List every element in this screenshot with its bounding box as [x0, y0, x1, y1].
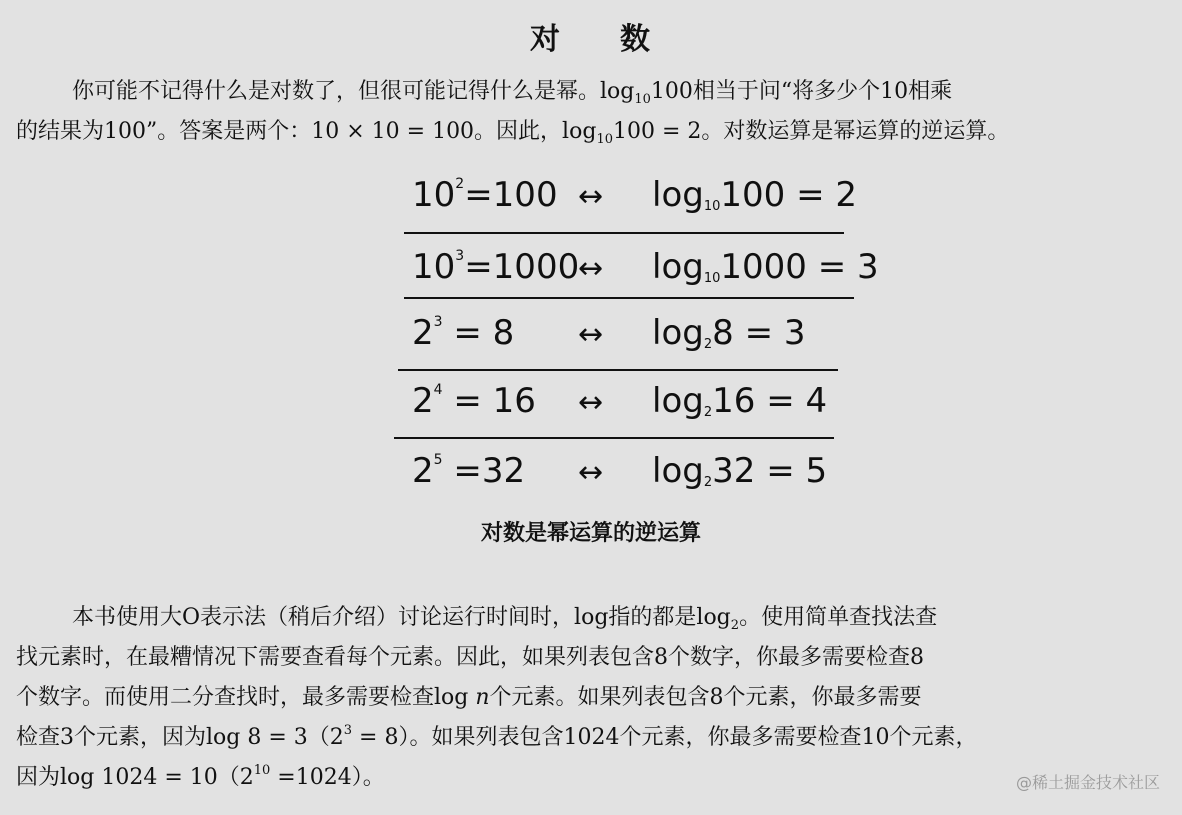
table-row: $2^4 = 16$ ↔ $\log_216 = 4$	[412, 381, 828, 421]
body-line-4: 检查3个元素，因为$\log 8 = 3(2^3 = 8)$。如果列表包含1024个元素，你最多需要检查10个元素，	[16, 723, 978, 750]
table-row: $2^3 = 8$ ↔ $\log_28 = 3$	[412, 313, 806, 353]
body-line-3: 个数字。而使用二分查找时，最多需要检查log n个元素。如果列表包含8个元素，你最多需要	[16, 685, 922, 710]
divider	[394, 437, 834, 439]
double-arrow-icon: ↔	[578, 317, 604, 352]
table-row: $10^2=100$ ↔ $\log_{10}100 = 2$	[412, 175, 858, 215]
body-line-1: 本书使用大O表示法（稍后介绍）讨论运行时间时，log指的都是$\log_2$。使用简单查找法查	[72, 605, 938, 633]
body-line-5: 因为$\log 1024 = 10(2^{10} =1024)$。	[16, 763, 385, 790]
page-title	[0, 14, 1182, 58]
title-char-1: 对	[530, 22, 562, 57]
double-arrow-icon: ↔	[578, 455, 604, 490]
body-line-2: 找元素时，在最糟情况下需要查看每个元素。因此，如果列表包含8个数字，你最多需要检查8	[16, 645, 924, 670]
handwritten-log-table	[390, 165, 879, 505]
figure-caption: 对数是幂运算的逆运算	[480, 520, 701, 546]
intro-paragraph	[16, 72, 1174, 152]
table-row: $10^3=1000$ ↔ $\log_{10}1000 = 3$	[412, 247, 879, 287]
watermark: @稀土掘金技术社区	[1015, 773, 1160, 792]
body-paragraph	[16, 598, 1174, 798]
double-arrow-icon: ↔	[578, 251, 604, 286]
intro-line-1: 你可能不记得什么是对数了，但很可能记得什么是幂。$\log_{10}100$相当于问“将多少个10相乘	[72, 79, 953, 107]
double-arrow-icon: ↔	[578, 179, 604, 214]
intro-line-2: 的结果为100”。答案是两个：10 × 10 = 100。因此，$\log_{10}100 = 2$。对数运算是幂运算的逆运算。	[16, 119, 1010, 147]
divider	[404, 297, 854, 299]
divider	[404, 232, 844, 234]
title-char-2: 数	[620, 22, 652, 57]
table-row: $2^5 =32$ ↔ $\log_232 = 5$	[412, 451, 828, 491]
double-arrow-icon: ↔	[578, 385, 604, 420]
